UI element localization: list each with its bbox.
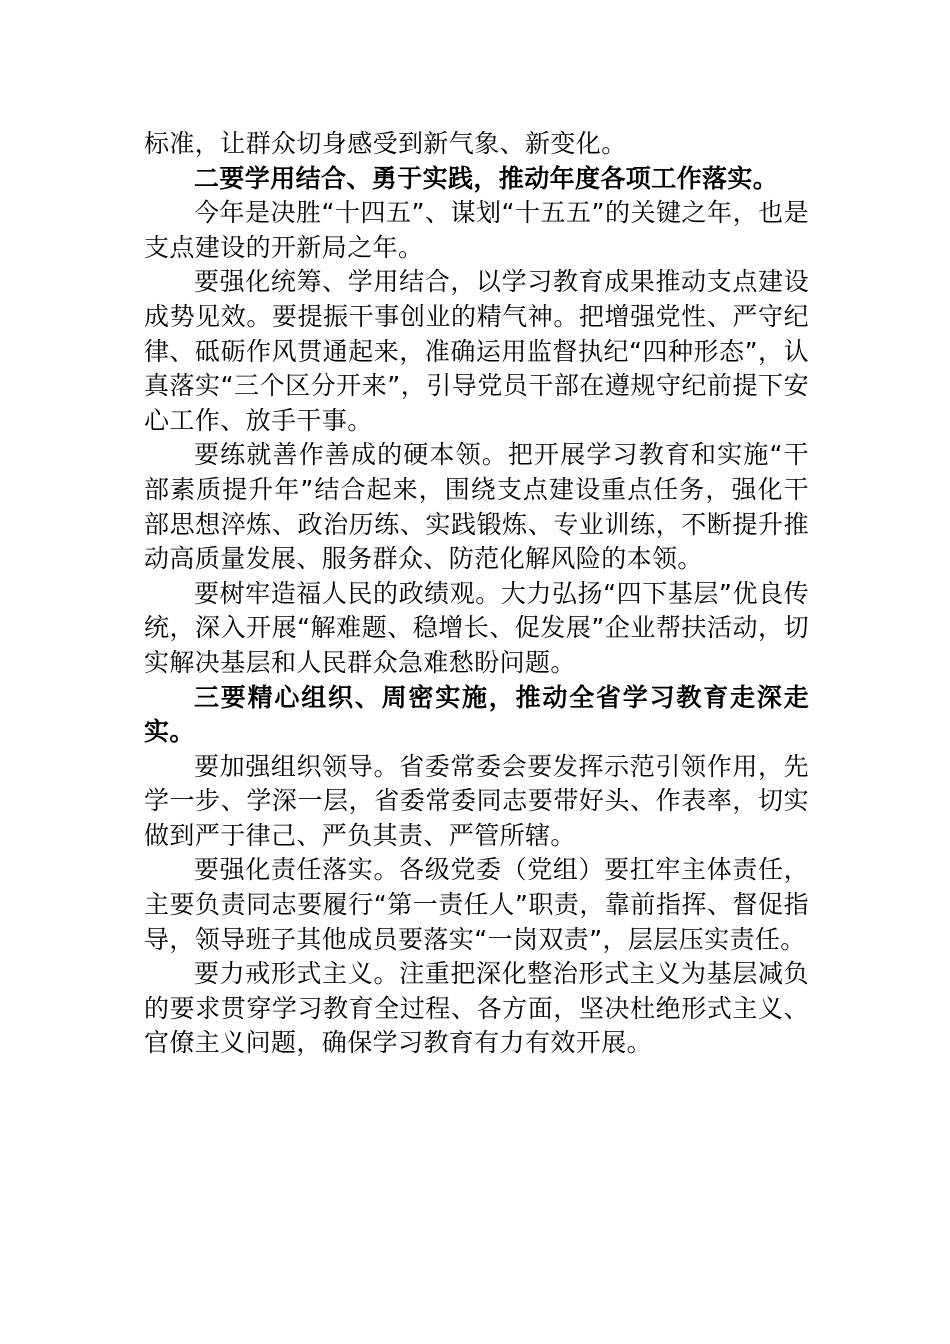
paragraph: 要力戒形式主义。注重把深化整治形式主义为基层减负的要求贯穿学习教育全过程、各方面，坚决杜绝形式主义、官僚主义问题，确保学习教育有力有效开展。: [144, 959, 809, 1058]
section-heading-2: 二要学用结合、勇于实践，推动年度各项工作落实。: [194, 163, 779, 193]
document-body: [144, 127, 809, 1061]
paragraph: 要加强组织领导。省委常委会要发挥示范引领作用，先学一步、学深一层，省委常委同志要带好头、作表率，切实做到严于律己、严负其责、严管所辖。: [144, 751, 809, 850]
paragraph: 要树牢造福人民的政绩观。大力弘扬“四下基层”优良传统，深入开展“解难题、稳增长、促发展”企业帮扶活动，切实解决基层和人民群众急难愁盼问题。: [144, 578, 809, 677]
paragraph-continuation: 标准，让群众切身感受到新气象、新变化。: [144, 129, 627, 158]
paragraph: 要强化统筹、学用结合，以学习教育成果推动支点建设成势见效。要提振干事创业的精气神。把增强党性、严守纪律、砥砺作风贯通起来，准确运用监督执纪“四种形态”，认真落实“三个区分开来”，引导党员干部在遵规守纪前提下安心工作、放手干事。: [144, 267, 809, 435]
paragraph: 要练就善作善成的硬本领。把开展学习教育和实施“干部素质提升年”结合起来，围绕支点建设重点任务，强化干部思想淬炼、政治历练、实践锻炼、专业训练，不断提升推动高质量发展、服务群众、防范化解风险的本领。: [144, 440, 809, 574]
paragraph: 要强化责任落实。各级党委（党组）要扛牢主体责任，主要负责同志要履行“第一责任人”职责，靠前指挥、督促指导，领导班子其他成员要落实“一岗双责”，层层压实责任。: [144, 855, 809, 954]
paragraph: 今年是决胜“十四五”、谋划“十五五”的关键之年，也是支点建设的开新局之年。: [144, 198, 809, 262]
section-heading-3: 三要精心组织、周密实施，推动全省学习教育走深走实。: [144, 682, 809, 747]
